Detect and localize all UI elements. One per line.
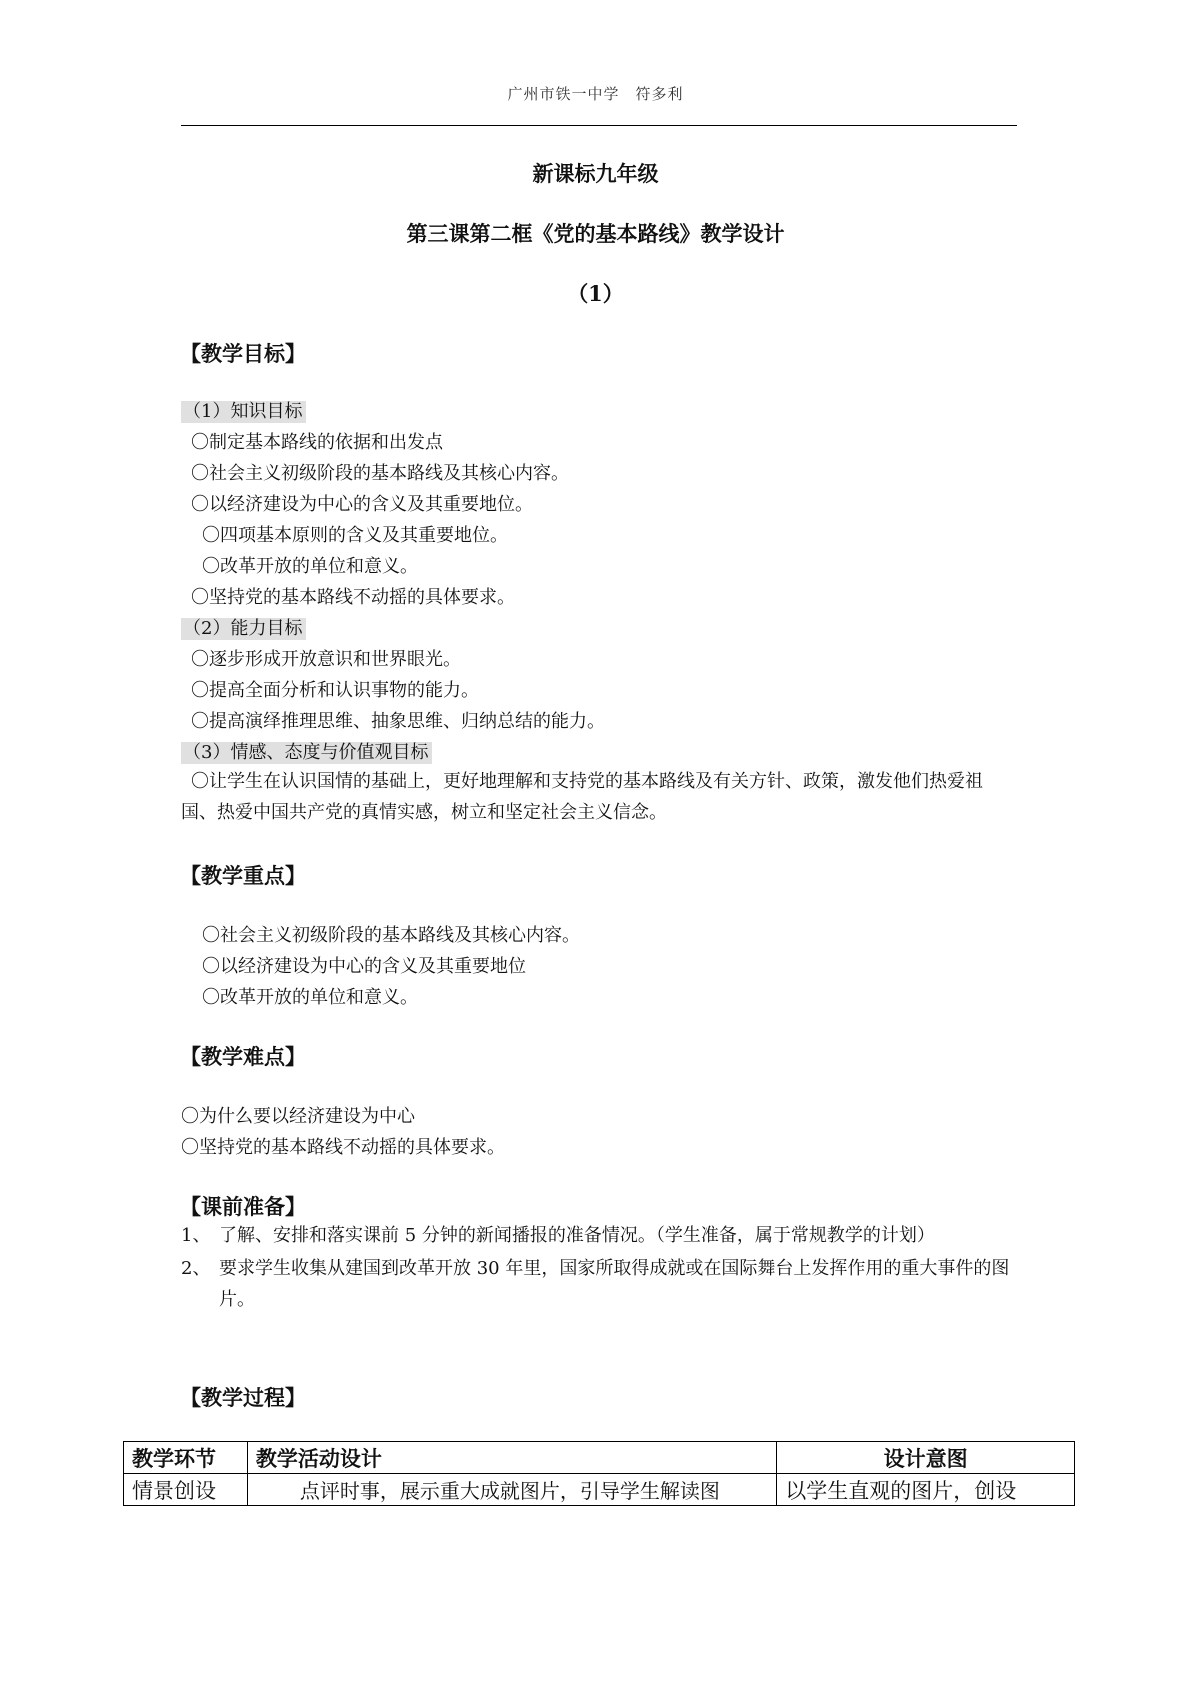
table-row xyxy=(124,1474,1075,1506)
section-difficulties: 【教学难点】 xyxy=(180,1044,306,1069)
ability-item: 〇逐步形成开放意识和世界眼光。 xyxy=(191,649,461,670)
preparation-text: 要求学生收集从建国到改革开放 30 年里，国家所取得成就或在国际舞台上发挥作用的重大事件的图片。 xyxy=(219,1258,1010,1310)
preparation-number: 2、 xyxy=(181,1258,211,1279)
key-point-item: 〇改革开放的单位和意义。 xyxy=(202,987,418,1008)
title-lesson: 第三课第二框《党的基本路线》教学设计 xyxy=(406,221,785,246)
preparation-row-1 xyxy=(181,1220,1017,1251)
key-point-item: 〇以经济建设为中心的含义及其重要地位 xyxy=(202,956,526,977)
emotion-heading xyxy=(181,738,432,764)
knowledge-item: 〇坚持党的基本路线不动摇的具体要求。 xyxy=(191,587,515,608)
title-grade: 新课标九年级 xyxy=(532,161,659,186)
knowledge-item: 〇改革开放的单位和意义。 xyxy=(202,556,418,577)
ability-heading xyxy=(181,614,306,640)
knowledge-heading-text: （1）知识目标 xyxy=(181,401,306,423)
knowledge-heading xyxy=(181,397,306,423)
table-cell: 情景创设 xyxy=(124,1474,248,1506)
page-header: 广州市铁一中学 符多利 xyxy=(507,85,684,103)
table-header-cell: 教学环节 xyxy=(124,1442,248,1474)
table-header-row xyxy=(124,1442,1075,1474)
key-point-item: 〇社会主义初级阶段的基本路线及其核心内容。 xyxy=(202,925,580,946)
section-key-points: 【教学重点】 xyxy=(180,863,306,888)
table-header-cell: 教学活动设计 xyxy=(247,1442,776,1474)
header-rule xyxy=(181,125,1017,126)
knowledge-item: 〇四项基本原则的含义及其重要地位。 xyxy=(202,525,508,546)
preparation-number: 1、 xyxy=(181,1225,211,1246)
table-cell: 以学生直观的图片，创设 xyxy=(777,1474,1075,1506)
table-cell: 点评时事，展示重大成就图片，引导学生解读图 xyxy=(247,1474,776,1506)
knowledge-item: 〇制定基本路线的依据和出发点 xyxy=(191,432,443,453)
difficulty-item: 〇坚持党的基本路线不动摇的具体要求。 xyxy=(181,1137,505,1158)
title-number: （1） xyxy=(567,281,624,306)
preparation-item xyxy=(181,1220,1017,1315)
emotion-paragraph: 〇让学生在认识国情的基础上，更好地理解和支持党的基本路线及有关方针、政策，激发他们热爱祖国、热爱中国共产党的真情实感，树立和坚定社会主义信念。 xyxy=(181,771,983,823)
section-objectives: 【教学目标】 xyxy=(180,341,306,366)
preparation-text: 了解、安排和落实课前 5 分钟的新闻播报的准备情况。（学生准备，属于常规教学的计划） xyxy=(219,1225,935,1246)
preparation-row-2 xyxy=(181,1253,1017,1315)
section-preparation: 【课前准备】 xyxy=(180,1194,306,1219)
process-table xyxy=(123,1441,1075,1506)
knowledge-item: 〇以经济建设为中心的含义及其重要地位。 xyxy=(191,494,533,515)
section-process: 【教学过程】 xyxy=(180,1385,306,1410)
difficulty-item: 〇为什么要以经济建设为中心 xyxy=(181,1106,415,1127)
knowledge-item: 〇社会主义初级阶段的基本路线及其核心内容。 xyxy=(191,463,569,484)
emotion-heading-text: （3）情感、态度与价值观目标 xyxy=(181,742,432,764)
ability-item: 〇提高全面分析和认识事物的能力。 xyxy=(191,680,479,701)
ability-heading-text: （2）能力目标 xyxy=(181,618,306,640)
ability-item: 〇提高演绎推理思维、抽象思维、归纳总结的能力。 xyxy=(191,711,605,732)
table-header-cell: 设计意图 xyxy=(777,1442,1075,1474)
